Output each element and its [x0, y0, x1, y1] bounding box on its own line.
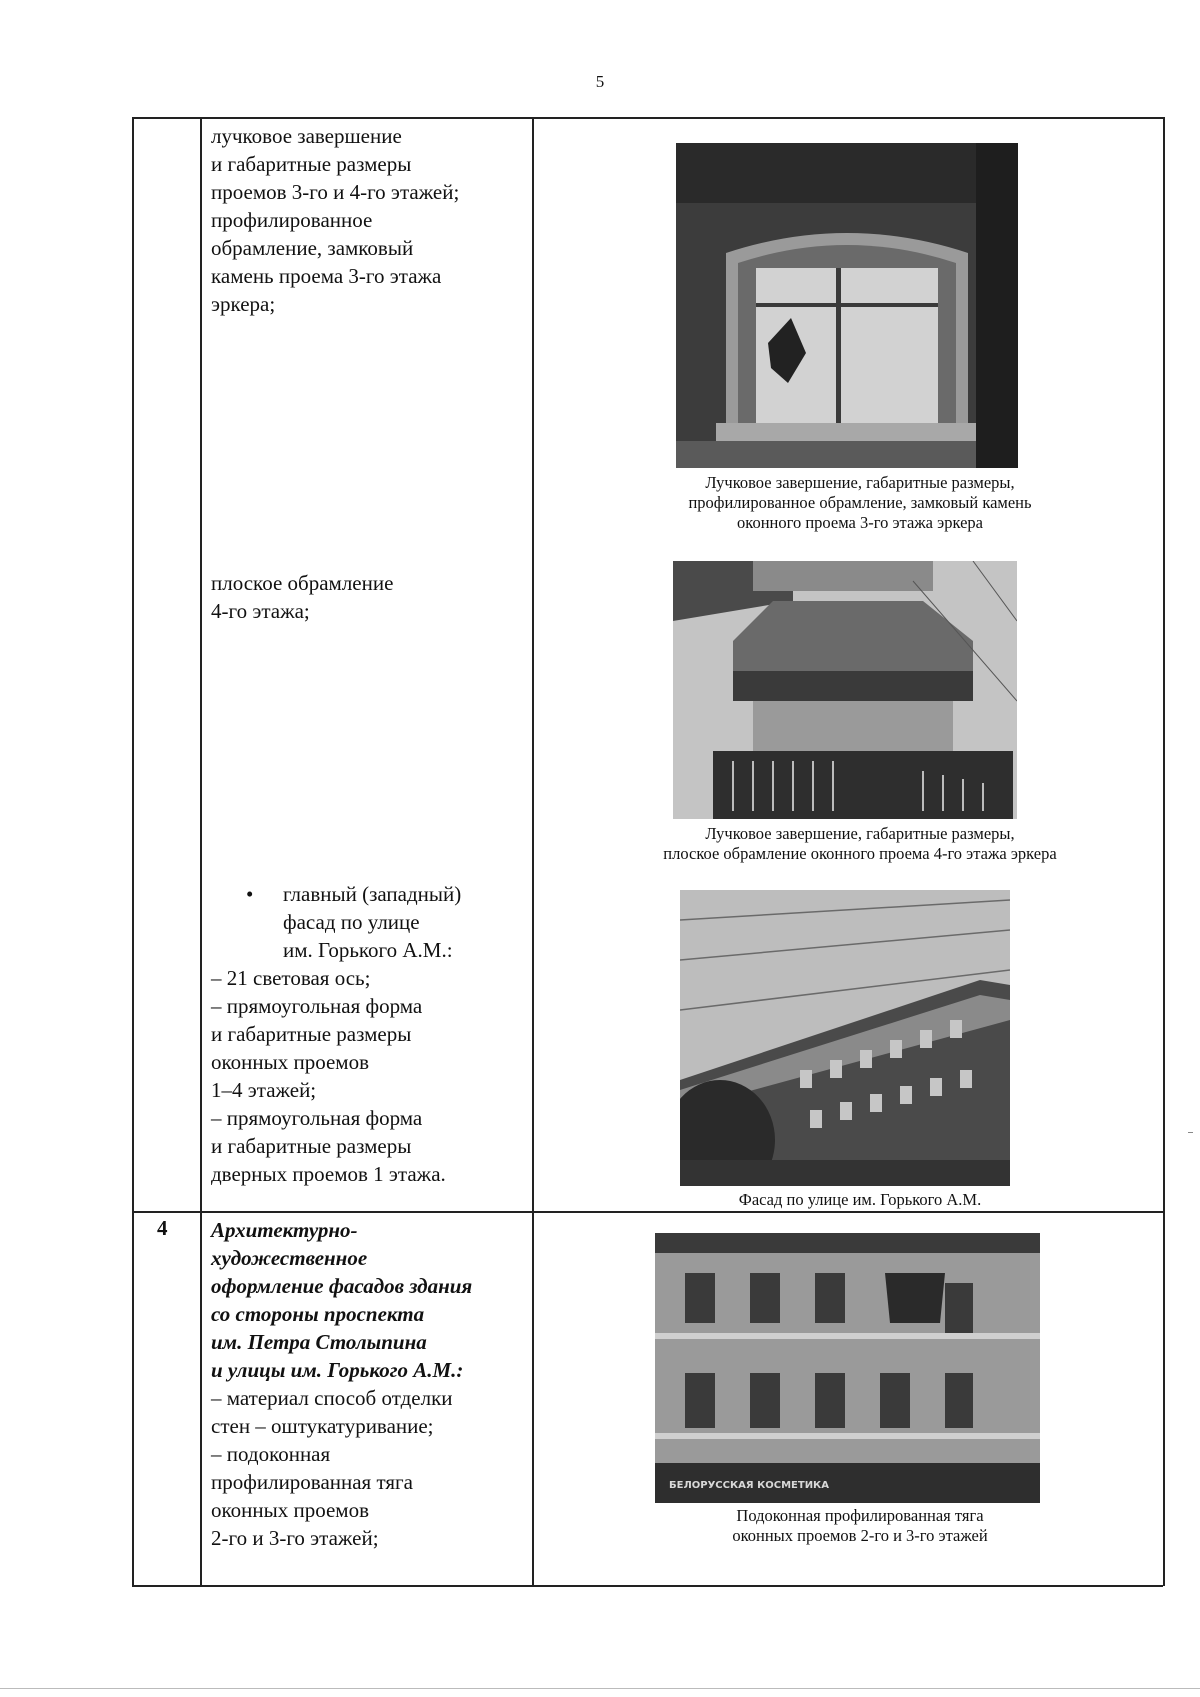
list-item — [211, 880, 531, 964]
column-border-description — [532, 117, 534, 1586]
heading-line: Архитектурно- — [211, 1218, 358, 1242]
text-line: стен – оштукатуривание; — [211, 1414, 434, 1438]
text-line: им. Горького А.М.: — [283, 938, 453, 962]
photo-sill-moulding — [655, 1233, 1040, 1503]
photo-bay-window-4th-floor — [673, 561, 1017, 819]
heading-line: и улицы им. Горького А.М.: — [211, 1358, 464, 1382]
photo-main-facade — [680, 890, 1010, 1186]
text-line: обрамление, замковый — [211, 236, 414, 260]
heading-line: со стороны проспекта — [211, 1302, 425, 1326]
text-line: фасад по улице — [283, 910, 420, 934]
text-line: профилированная тяга — [211, 1470, 413, 1494]
photo-bay-illustration — [673, 561, 1017, 819]
text-line: лучковое завершение — [211, 124, 402, 148]
heading-line: художественное — [211, 1246, 368, 1270]
text-line: проемов 3-го и 4-го этажей; — [211, 180, 460, 204]
caption-line: профилированное обрамление, замковый камень — [688, 493, 1032, 512]
photo-sill-illustration — [655, 1233, 1040, 1503]
column-border-number — [200, 117, 202, 1586]
caption-line: оконных проемов 2-го и 3-го этажей — [732, 1526, 988, 1545]
text-line: и габаритные размеры — [211, 1022, 412, 1046]
description-block-2 — [211, 569, 393, 625]
photo-window-illustration — [676, 143, 1018, 468]
text-line: оконных проемов — [211, 1050, 369, 1074]
text-line: – прямоугольная форма — [211, 1106, 423, 1130]
text-line: и габаритные размеры — [211, 152, 412, 176]
heading-line: им. Петра Столыпина — [211, 1330, 427, 1354]
column-border-left — [132, 117, 134, 1586]
text-line: профилированное — [211, 208, 373, 232]
text-line: дверных проемов 1 этажа. — [211, 1162, 446, 1186]
description-block-1 — [211, 122, 459, 318]
photo-caption-4 — [560, 1506, 1160, 1546]
text-line: оконных проемов — [211, 1498, 369, 1522]
text-line: и габаритные размеры — [211, 1134, 412, 1158]
photo-caption-2 — [560, 824, 1160, 864]
caption-line: Лучковое завершение, габаритные размеры, — [705, 824, 1015, 843]
caption-line: оконного проема 3-го этажа эркера — [737, 513, 983, 532]
text-line: камень проема 3-го этажа — [211, 264, 442, 288]
bullet-list — [211, 880, 531, 964]
text-line: – прямоугольная форма — [211, 994, 423, 1018]
text-line: 2-го и 3-го этажей; — [211, 1526, 379, 1550]
shop-sign-text: БЕЛОРУССКАЯ КОСМЕТИКА — [669, 1480, 829, 1491]
text-line: 1–4 этажей; — [211, 1078, 317, 1102]
scan-mark — [1188, 1132, 1193, 1133]
description-block-3 — [211, 880, 531, 1188]
photo-window-3rd-floor — [676, 143, 1018, 468]
row-divider — [132, 1211, 1163, 1213]
heading-line: оформление фасадов здания — [211, 1274, 473, 1298]
text-line: 4-го этажа; — [211, 599, 310, 623]
text-line: эркера; — [211, 292, 276, 316]
caption-line: Подоконная профилированная тяга — [736, 1506, 984, 1525]
caption-line: плоское обрамление оконного проема 4-го этажа эркера — [663, 844, 1057, 863]
bullet-icon: • — [246, 882, 254, 906]
scan-edge-line — [0, 1688, 1200, 1689]
column-border-right — [1163, 117, 1165, 1586]
caption-line: Фасад по улице им. Горького А.М. — [738, 1190, 982, 1209]
photo-caption-3 — [560, 1190, 1160, 1210]
row-number: 4 — [157, 1216, 168, 1240]
text-line: главный (западный) — [283, 882, 462, 906]
text-line: – подоконная — [211, 1442, 331, 1466]
text-line: плоское обрамление — [211, 571, 394, 595]
photo-facade-illustration — [680, 890, 1010, 1186]
text-line: – материал способ отделки — [211, 1386, 453, 1410]
table-top-border — [132, 117, 1163, 119]
table-bottom-border — [132, 1585, 1163, 1587]
caption-line: Лучковое завершение, габаритные размеры, — [705, 473, 1015, 492]
text-line: – 21 световая ось; — [211, 966, 371, 990]
description-block-4 — [211, 1216, 472, 1552]
page-number: 5 — [595, 72, 605, 91]
photo-caption-1 — [560, 473, 1160, 533]
